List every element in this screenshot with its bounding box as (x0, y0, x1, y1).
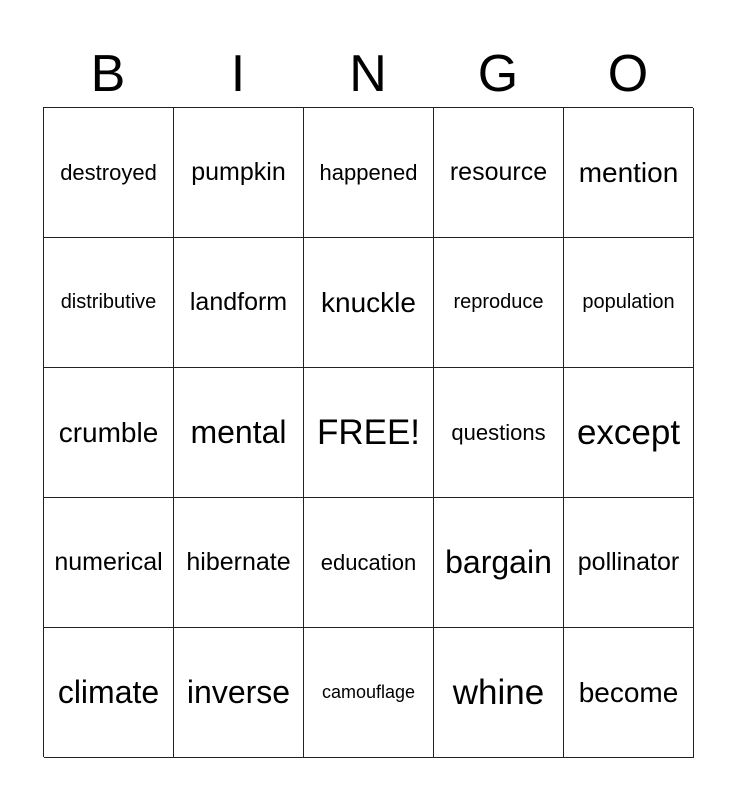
bingo-cell: crumble (44, 368, 174, 498)
bingo-cell: questions (434, 368, 564, 498)
bingo-cell: bargain (434, 498, 564, 628)
bingo-cell: become (564, 628, 694, 758)
bingo-cell: inverse (174, 628, 304, 758)
bingo-cell: education (304, 498, 434, 628)
bingo-cell: hibernate (174, 498, 304, 628)
bingo-cell: landform (174, 238, 304, 368)
header-letter-o: O (607, 45, 649, 103)
bingo-cell: knuckle (304, 238, 434, 368)
bingo-cell: climate (44, 628, 174, 758)
bingo-cell: mental (174, 368, 304, 498)
header-letter-n: N (349, 45, 387, 103)
bingo-cell: destroyed (44, 108, 174, 238)
bingo-cell: camouflage (304, 628, 434, 758)
bingo-card (43, 107, 693, 757)
bingo-cell: population (564, 238, 694, 368)
bingo-cell: reproduce (434, 238, 564, 368)
header-letter-g: G (477, 45, 519, 103)
bingo-cell: pumpkin (174, 108, 304, 238)
bingo-cell-free: FREE! (304, 368, 434, 498)
header-letter-b: B (90, 45, 126, 103)
bingo-cell: happened (304, 108, 434, 238)
bingo-cell: except (564, 368, 694, 498)
bingo-cell: numerical (44, 498, 174, 628)
bingo-cell: distributive (44, 238, 174, 368)
bingo-cell: mention (564, 108, 694, 238)
bingo-cell: resource (434, 108, 564, 238)
bingo-cell: pollinator (564, 498, 694, 628)
bingo-cell: whine (434, 628, 564, 758)
header-letter-i: I (230, 45, 246, 103)
bingo-header (43, 40, 693, 108)
